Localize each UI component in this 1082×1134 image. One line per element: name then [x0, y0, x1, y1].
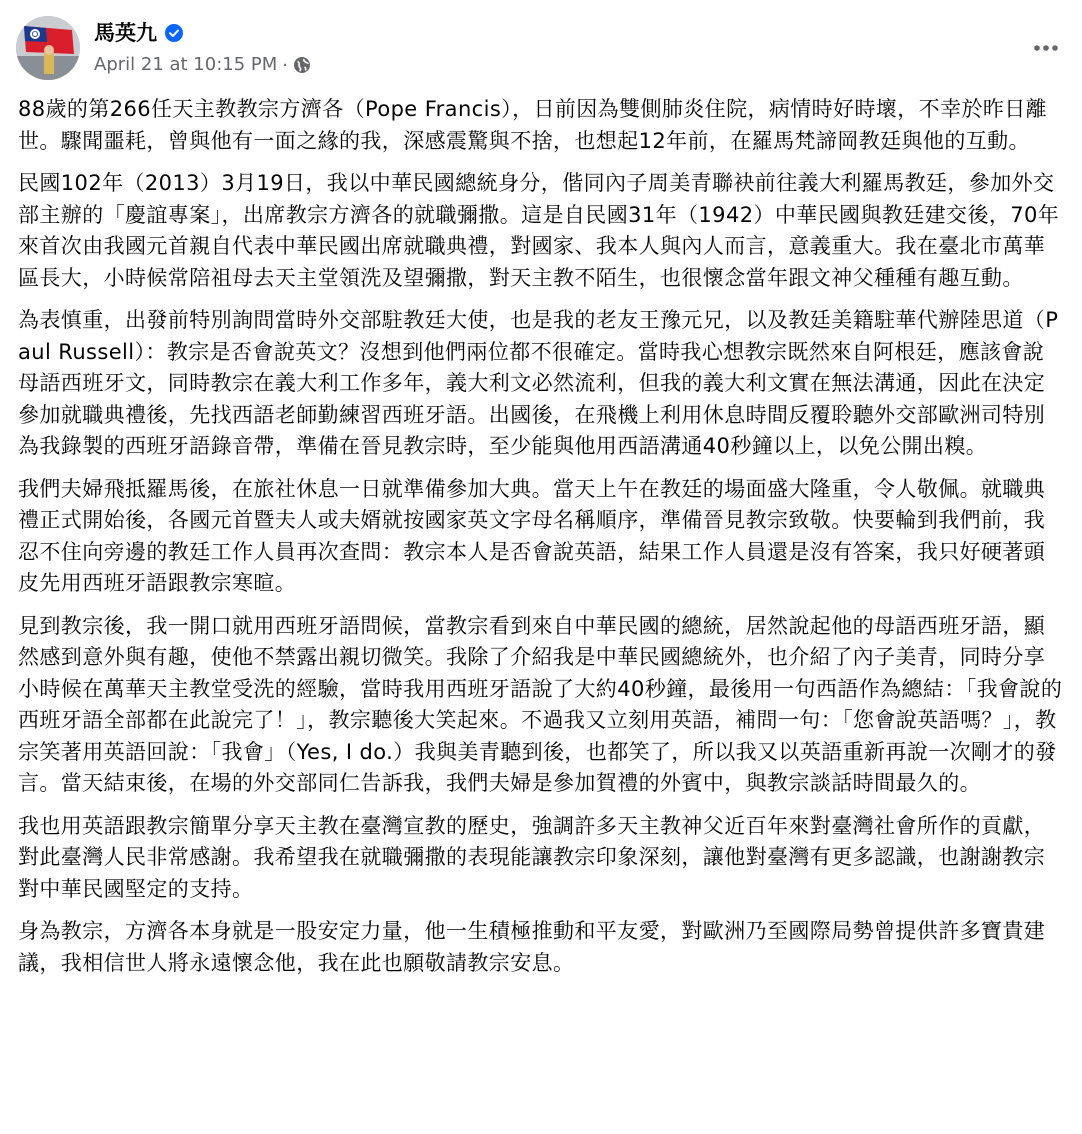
post-body [18, 94, 1064, 990]
globe-icon[interactable] [293, 56, 311, 74]
post-paragraph: 身為教宗，方濟各本身就是一股安定力量，他一生積極推動和平友愛，對歐洲乃至國際局勢曾提供許多寶貴建議，我相信世人將永遠懷念他，我在此也願敬請教宗安息。 [18, 919, 1046, 975]
post-paragraph: 我也用英語跟教宗簡單分享天主教在臺灣宣教的歷史，強調許多天主教神父近百年來對臺灣社會所作的貢獻，對此臺灣人民非常感謝。我希望我在就職彌撒的表現能讓教宗印象深刻，讓他對臺灣有更多認識，也謝謝教宗對中華民國堅定的支持。 [18, 813, 1046, 901]
post-paragraph: 民國102年（2013）3月19日，我以中華民國總統身分，偕同內子周美青聯袂前往義大利羅馬教廷，參加外交部主辦的「慶誼專案」，出席教宗方濟各的就職彌撒。這是自民國31年（1942）中華民國與教廷建交後，70年來首次由我國元首親自代表中華民國出席就職典禮，對國家、我本人與內人而言，意義重大。我在臺北市萬華區長大，小時候常陪祖母去天主堂領洗及望彌撒，對天主教不陌生，也很懷念當年跟文神父種種有趣互動。 [18, 171, 1060, 290]
verified-badge-icon [165, 24, 183, 42]
post-paragraph: 見到教宗後，我一開口就用西班牙語問候，當教宗看到來自中華民國的總統，居然說起他的母語西班牙語，顯然感到意外與有趣，使他不禁露出親切微笑。我除了介紹我是中華民國總統外，也介紹了內子美青，同時分享小時候在萬華天主教堂受洗的經驗，當時我用西班牙語說了大約40秒鐘，最後用一句西語作為總結：「我會說的西班牙語全部都在此說完了！」，教宗聽後大笑起來。不過我又立刻用英語，補問一句：「您會說英語嗎？」，教宗笑著用英語回說：「我會」（Yes, I do.）我與美青聽到後，也都笑了，所以我又以英語重新再說一次剛才的發言。當天結束後，在場的外交部同仁告訴我，我們夫婦是參加賀禮的外賓中，與教宗談話時間最久的。 [18, 613, 1063, 795]
profile-avatar-flag [16, 16, 80, 80]
post-paragraph: 為表慎重，出發前特別詢問當時外交部駐教廷大使，也是我的老友王豫元兄，以及教廷美籍駐華代辦陸思道（Paul Russell）：教宗是否會說英文？沒想到他們兩位都不很確定。當時我心想教宗既然來自阿根廷，應該會說母語西班牙文，同時教宗在義大利工作多年，義大利文必然流利，但我的義大利文實在無法溝通，因此在決定參加就職典禮後，先找西語老師勤練習西班牙語。出國後，在飛機上利用休息時間反覆聆聽外交部歐洲司特別為我錄製的西班牙語錄音帶，準備在晉見教宗時，至少能與他用西語溝通40秒鐘以上，以免公開出糗。 [18, 308, 1059, 458]
post-timestamp[interactable]: April 21 at 10:15 PM [94, 54, 278, 75]
post-paragraph: 88歲的第266任天主教教宗方濟各（Pope Francis），日前因為雙側肺炎住院，病情時好時壞，不幸於昨日離世。驟聞噩耗，曾與他有一面之緣的我，深感震驚與不捨，也想起12年前，在羅馬梵諦岡教廷與他的互動。 [18, 97, 1048, 153]
author-row [94, 18, 183, 48]
post-header [16, 16, 1066, 82]
post-meta [94, 52, 311, 78]
meta-separator: · [282, 54, 289, 76]
more-options-button[interactable] [1026, 28, 1066, 68]
author-name[interactable]: 馬英九 [94, 21, 157, 45]
author-avatar[interactable] [16, 16, 80, 80]
post-paragraph: 我們夫婦飛抵羅馬後，在旅社休息一日就準備參加大典。當天上午在教廷的場面盛大隆重，令人敬佩。就職典禮正式開始後，各國元首暨夫人或夫婿就按國家英文字母名稱順序，準備晉見教宗致敬。快要輪到我們前，我忍不住向旁邊的教廷工作人員再次查問：教宗本人是否會說英語，結果工作人員還是沒有答案，我只好硬著頭皮先用西班牙語跟教宗寒暄。 [18, 476, 1046, 595]
more-horizontal-icon [1033, 44, 1059, 52]
